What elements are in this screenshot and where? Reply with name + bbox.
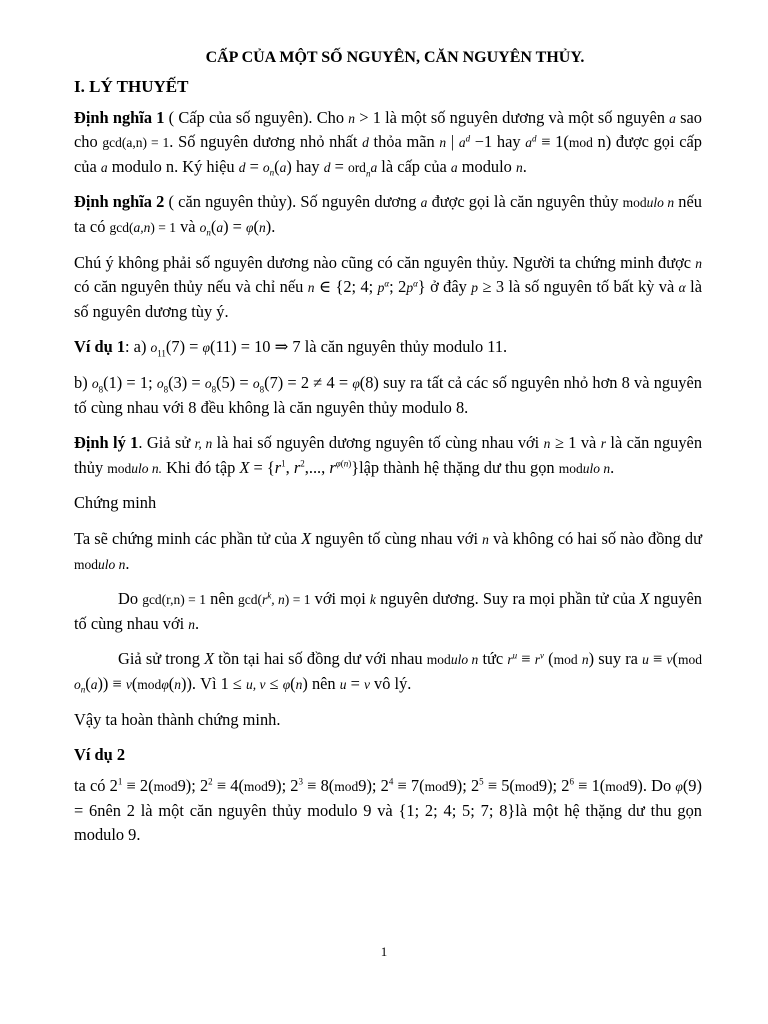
example-1-label: Ví dụ 1 <box>74 337 126 357</box>
example-2-label: Ví dụ 2 <box>74 745 126 765</box>
primitive-root-note: Chú ý không phải số nguyên dương nào cũng có căn nguyên thủy. Người ta chứng minh được n có căn nguyên thủy nếu và chỉ nếu n ∈ {2; 4; $p^\alpha$; $2p^\alpha$} ở đây p ≥ 3 là số nguyên tố bất kỳ và α là số nguyên dương tùy ý. <box>74 252 702 321</box>
example-2-heading <box>74 743 702 768</box>
example-1a: Ví dụ 1: a) $o_{11}(7) = \varphi(11) = 10$ ⇒ 7 là căn nguyên thủy modulo 11. <box>74 337 508 359</box>
theorem-1: Định lý 1. Giả sử r, n là hai số nguyên dương nguyên tố cùng nhau với n ≥ 1 và r là căn nguyên thủy modulo n. Khi đó tập $X = \{r^1$, $r^2$,..., $r^{\varphi(n)}\}lập$ thành hệ thặng dư thu gọn modulo n. <box>74 433 703 477</box>
definition-1-label: Định nghĩa 1 <box>74 107 165 127</box>
page-title: CẤP CỦA MỘT SỐ NGUYÊN, CĂN NGUYÊN THỦY. <box>205 49 585 66</box>
theorem-1-label: Định lý 1 <box>74 433 139 453</box>
proof-paragraph-2: Do gcd(r,n) = 1 nên $\gcd(r^k$, n) = 1 với mọi k nguyên dương. Suy ra mọi phần tử của X nguyên tố cùng nhau với n. <box>74 589 702 633</box>
proof-heading: Chứng minh <box>74 493 157 513</box>
document-body <box>74 46 702 859</box>
definition-2-label: Định nghĩa 2 <box>74 192 165 212</box>
proof-paragraph-1: Ta sẽ chứng minh các phần tử của X nguyên tố cùng nhau với n và không có hai số nào đồng dư modulo n. <box>74 529 702 573</box>
proof-paragraph-3: Giả sử trong X tồn tại hai số đồng dư với nhau modulo n tức $r^u \equiv r^v$ (mod n) suy ra u ≡ v(mod $o_n(a)) \equiv v(mod\varphi(n))$. Vì 1 ≤ u, v ≤ φ(n) nên u = v vô lý. <box>74 649 702 695</box>
page-number: 1 <box>380 944 388 959</box>
section-heading: I. LÝ THUYẾT <box>74 77 189 96</box>
proof-conclusion: Vậy ta hoàn thành chứng minh. <box>74 709 281 729</box>
definition-2: Định nghĩa 2 ( căn nguyên thủy). Số nguyên dương a được gọi là căn nguyên thủy modulo n nếu ta có gcd(a,n) = 1 và $o_n(a) = \varphi(n)$. <box>74 192 702 238</box>
example-1b: b) $o_8(1) = 1$; $o_8(3) = o_8(5) = o_8(7) = 2 \ne 4 = \varphi(8)$ suy ra tất cả các số nguyên nhỏ hơn 8 và nguyên tố cùng nhau với 8 đều không là căn nguyên thủy modulo 8. <box>74 372 702 417</box>
definition-1: Định nghĩa 1 ( Cấp của số nguyên). Cho n > 1 là một số nguyên dương và một số nguyên a sao cho gcd(a,n) = 1. Số nguyên dương nhỏ nhất d thỏa mãn n | $a^d -1$ hay $a^d \equiv 1(mod$ n) được gọi cấp của a modulo n. Ký hiệu $d = o_n(a)$ hay d = ord$_n$a là cấp của a modulo n. <box>74 107 702 178</box>
example-2-body: ta có $2^1 \equiv 2(mod9)$; $2^2 \equiv 4(mod9)$; $2^3 \equiv 8(mod9)$; $2^4 \equiv 7(mod9)$; $2^5 \equiv 5(mod9)$; $2^6 \equiv 1(mod9)$. Do φ(9) = 6nên 2 là một căn nguyên thủy modulo 9 và {1; 2; 4; 5; 7; 8}là một hệ thặng dư thu gọn modulo 9. <box>74 775 702 845</box>
